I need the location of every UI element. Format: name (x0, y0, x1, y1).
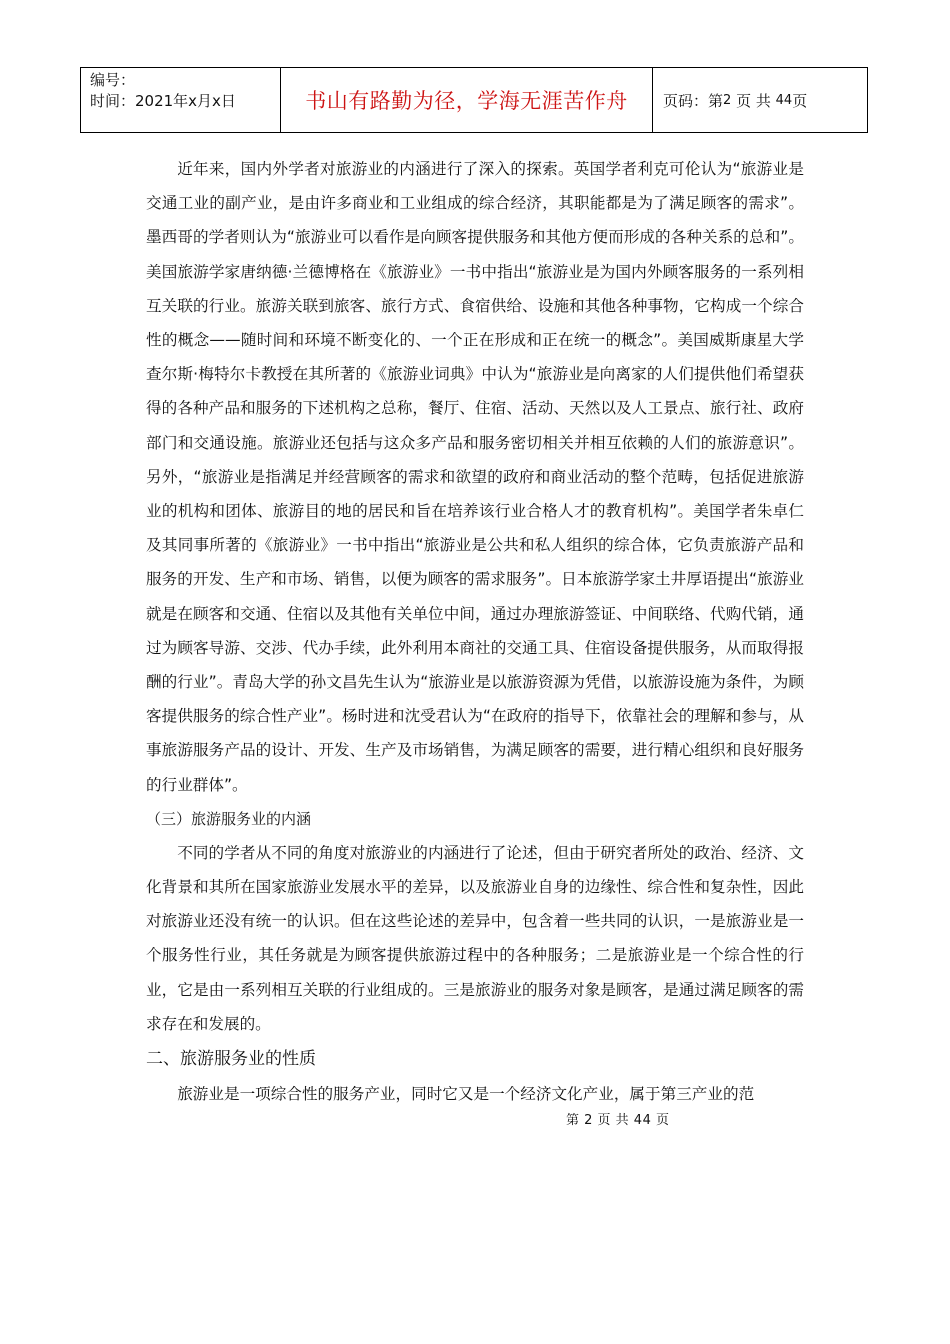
document-date: 时间：2021年x月x日 (90, 92, 236, 110)
page-middle: 页 共 (736, 91, 771, 110)
page-suffix: 页 (792, 91, 808, 110)
page-total: 44 (775, 92, 793, 108)
header-motto: 书山有路勤为径，学海无涯苦作舟 (281, 68, 653, 132)
page-prefix: 页码：第 (663, 91, 724, 110)
paragraph-2: 不同的学者从不同的角度对旅游业的内涵进行了论述，但由于研究者所处的政治、经济、文化背景和其所在国家旅游业发展水平的差异，以及旅游业自身的边缘性、综合性和复杂性，因此对旅游业还没有统一的认识。但在这些论述的差异中，包含着一些共同的认识，一是旅游业是一个服务性行业，其任务就是为顾客提供旅游过程中的各种服务；二是旅游业是一个综合性的行业，它是由一系列相互关联的行业组成的。三是旅游业的服务对象是顾客，是通过满足顾客的需求存在和发展的。 (146, 843, 804, 1033)
header-info-cell (81, 68, 281, 132)
subheading-3: （三）旅游服务业的内涵 (146, 809, 312, 828)
document-number-label: 编号： (90, 71, 136, 89)
header-page-indicator (653, 68, 867, 132)
page-footer: 第 2 页 共 44 页 (566, 1113, 670, 1128)
document-header (80, 67, 868, 133)
paragraph-3: 旅游业是一项综合性的服务产业，同时它又是一个经济文化产业，属于第三产业的范 (177, 1085, 755, 1104)
document-body (146, 152, 804, 1111)
paragraph-1: 近年来，国内外学者对旅游业的内涵进行了深入的探索。英国学者利克可伦认为“旅游业是交通工业的副产业，是由许多商业和工业组成的综合经济，其职能都是为了满足顾客的需求”。墨西哥的学者则认为“旅游业可以看作是向顾客提供服务和其他方便而形成的各种关系的总和”。美国旅游学家唐纳德·兰德博格在《旅游业》一书中指出“旅游业是为国内外顾客服务的一系列相互关联的行业。旅游关联到旅客、旅行方式、食宿供给、设施和其他各种事物，它构成一个综合性的概念——随时间和环境不断变化的、一个正在形成和正在统一的概念”。美国威斯康星大学查尔斯·梅特尔卡教授在其所著的《旅游业词典》中认为“旅游业是向离家的人们提供他们希望获得的各种产品和服务的下述机构之总称，餐厅、住宿、活动、天然以及人工景点、旅行社、政府部门和交通设施。旅游业还包括与这众多产品和服务密切相关并相互依赖的人们的旅游意识”。另外，“旅游业是指满足并经营顾客的需求和欲望的政府和商业活动的整个范畴，包括促进旅游业的机构和团体、旅游目的地的居民和旨在培养该行业合格人才的教育机构”。美国学者朱卓仁及其同事所著的《旅游业》一书中指出“旅游业是公共和私人组织的综合体，它负责旅游产品和服务的开发、生产和市场、销售，以便为顾客的需求服务”。日本旅游学家土井厚语提出“旅游业就是在顾客和交通、住宿以及其他有关单位中间，通过办理旅游签证、中间联络、代购代销，通过为顾客导游、交涉、代办手续，此外利用本商社的交通工具、住宿设备提供服务，从而取得报酬的行业”。青岛大学的孙文昌先生认为“旅游业是以旅游资源为凭借，以旅游设施为条件，为顾客提供服务的综合性产业”。杨时进和沈受君认为“在政府的指导下，依靠社会的理解和参与，从事旅游服务产品的设计、开发、生产及市场销售，为满足顾客的需要，进行精心组织和良好服务的行业群体”。 (146, 160, 804, 794)
section-heading-2: 二、旅游服务业的性质 (146, 1049, 316, 1070)
page-current: 2 (723, 92, 732, 108)
